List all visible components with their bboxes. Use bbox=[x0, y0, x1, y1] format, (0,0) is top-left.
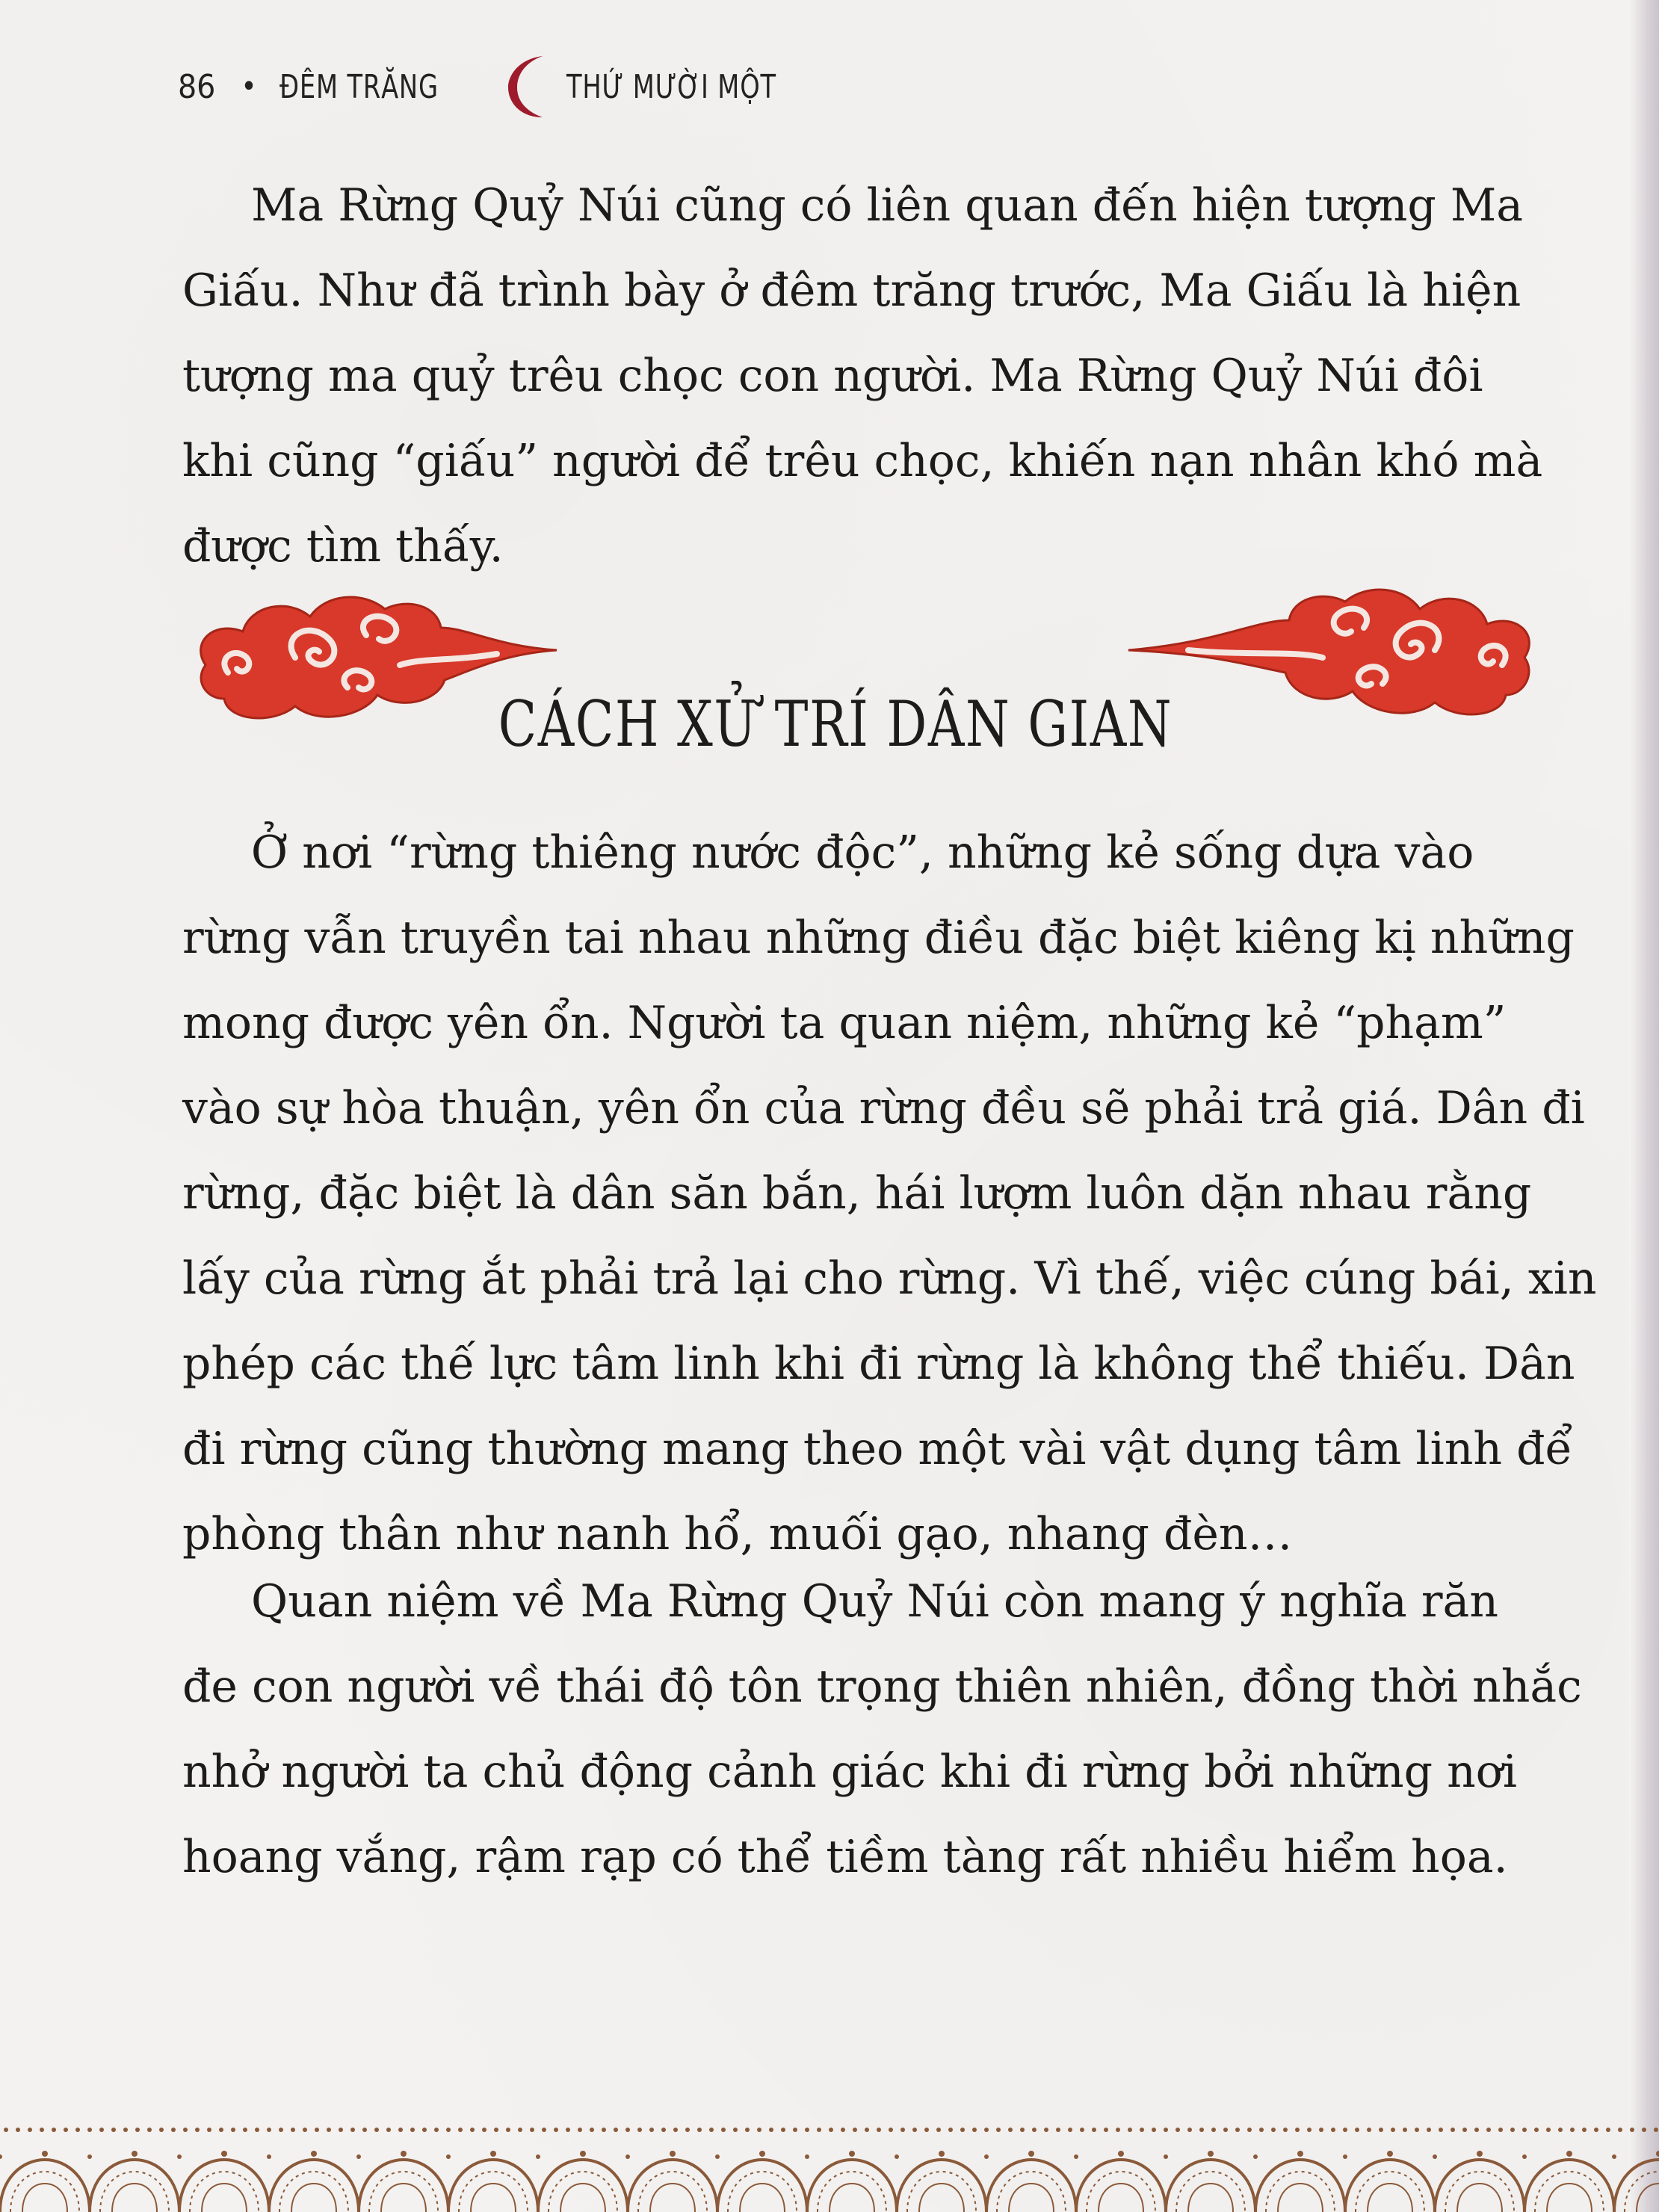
text-line: Giấu. Như đã trình bày ở đêm trăng trước, Ma Giấu là hiện bbox=[182, 265, 1521, 317]
paragraph-1 bbox=[182, 163, 1557, 589]
header-title-part2: THỨ MƯỜI MỘT bbox=[566, 67, 776, 106]
crescent-moon-icon bbox=[504, 53, 563, 120]
text-line: đi rừng cũng thường mang theo một vài vật dụng tâm linh để bbox=[182, 1423, 1573, 1475]
header-separator: • bbox=[241, 69, 257, 104]
text-line: được tìm thấy. bbox=[182, 520, 504, 572]
text-line: lấy của rừng ắt phải trả lại cho rừng. Vì thế, việc cúng bái, xin bbox=[182, 1252, 1597, 1305]
text-line: phép các thế lực tâm linh khi đi rừng là không thể thiếu. Dân bbox=[182, 1338, 1575, 1390]
page-number: 86 bbox=[178, 67, 216, 106]
running-header bbox=[178, 57, 813, 117]
text-line: Ma Rừng Quỷ Núi cũng có liên quan đến hiện tượng Ma bbox=[251, 179, 1524, 232]
text-line: rừng, đặc biệt là dân săn bắn, hái lượm luôn dặn nhau rằng bbox=[182, 1167, 1532, 1220]
paragraph-3 bbox=[182, 1559, 1582, 1900]
text-line: đe con người về thái độ tôn trọng thiên nhiên, đồng thời nhắc bbox=[182, 1660, 1582, 1713]
paragraph-2 bbox=[182, 810, 1597, 1577]
text-line: Quan niệm về Ma Rừng Quỷ Núi còn mang ý nghĩa răn bbox=[251, 1575, 1498, 1628]
text-line: rừng vẫn truyền tai nhau những điều đặc biệt kiêng kị những bbox=[182, 912, 1575, 964]
page-edge bbox=[1629, 0, 1659, 2212]
text-line: vào sự hòa thuận, yên ổn của rừng đều sẽ phải trả giá. Dân đi bbox=[182, 1082, 1585, 1134]
text-line: Ở nơi “rừng thiêng nước độc”, những kẻ sống dựa vào bbox=[251, 827, 1474, 879]
text-line: hoang vắng, rậm rạp có thể tiềm tàng rất nhiều hiểm họa. bbox=[182, 1831, 1508, 1883]
decorative-border bbox=[0, 2107, 1659, 2212]
text-line: phòng thân như nanh hổ, muối gạo, nhang đèn… bbox=[182, 1508, 1293, 1560]
text-line: tượng ma quỷ trêu chọc con người. Ma Rừng Quỷ Núi đôi bbox=[182, 350, 1483, 402]
text-line: khi cũng “giấu” người để trêu chọc, khiến nạn nhân khó mà bbox=[182, 435, 1543, 487]
text-line: mong được yên ổn. Người ta quan niệm, những kẻ “phạm” bbox=[182, 997, 1507, 1049]
section-heading: CÁCH XỬ TRÍ DÂN GIAN bbox=[498, 688, 1173, 761]
text-line: nhở người ta chủ động cảnh giác khi đi rừng bởi những nơi bbox=[182, 1746, 1518, 1798]
header-title-part1: ĐÊM TRĂNG bbox=[279, 67, 439, 106]
